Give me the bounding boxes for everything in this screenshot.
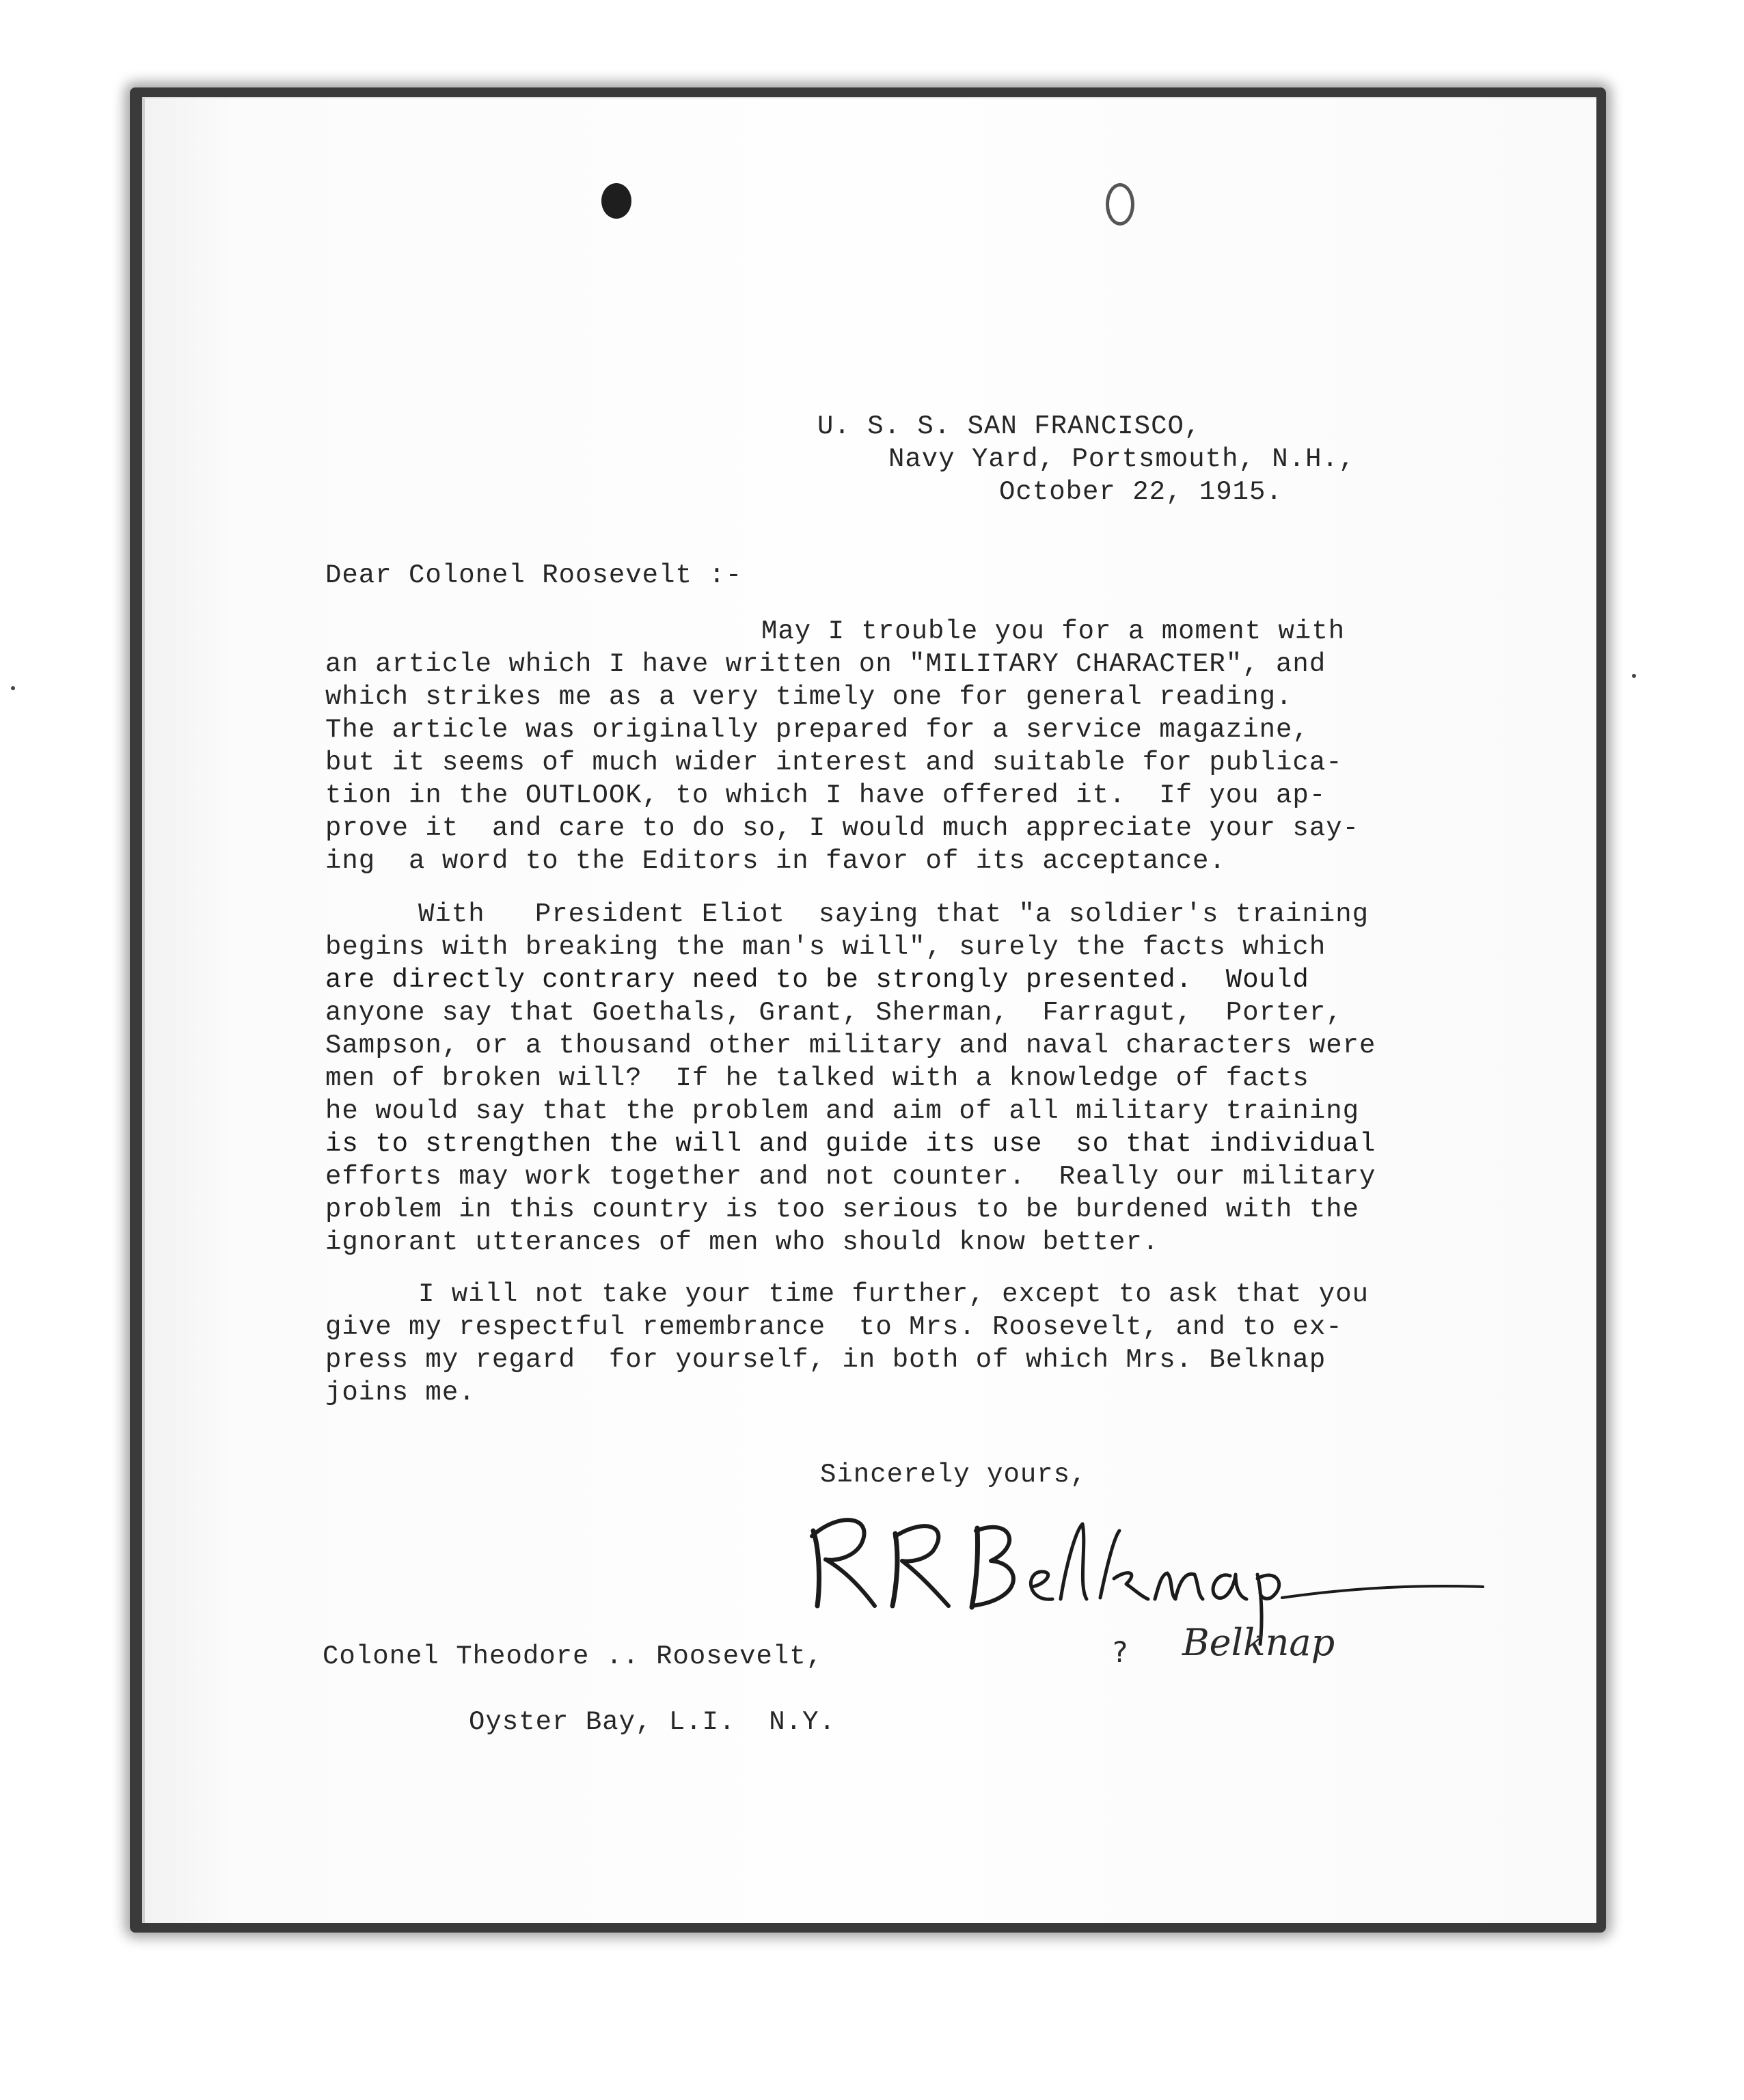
text-line: joins me. [325,1378,476,1408]
punch-hole-right [1106,183,1134,226]
letterhead-location: Navy Yard, Portsmouth, N.H., [888,444,1356,474]
addressee-name: Colonel Theodore .. Roosevelt, [323,1641,823,1672]
text-line: ignorant utterances of men who should know better. [325,1227,1160,1257]
text-line: The article was originally prepared for a service magazine, [325,715,1309,745]
punch-hole-left [601,183,631,219]
text-line: but it seems of much wider interest and suitable for publica- [325,748,1343,778]
text-line: With President Eliot saying that "a soldier's training [418,899,1370,929]
text-line: he would say that the problem and aim of all military training [325,1096,1360,1126]
text-line: is to strengthen the will and guide its use so that individual [325,1129,1376,1159]
text-line: I will not take your time further, except to ask that you [418,1279,1370,1309]
text-line: begins with breaking the man's will", surely the facts which [325,932,1326,962]
text-line: are directly contrary need to be strongly presented. Would [325,965,1309,995]
text-line: Sampson, or a thousand other military and naval characters were [325,1031,1376,1061]
addressee-address: Oyster Bay, L.I. N.Y. [469,1707,836,1737]
text-line: anyone say that Goethals, Grant, Sherman, Farragut, Porter, [325,998,1343,1028]
handwritten-signature [793,1503,1510,1674]
text-line: May I trouble you for a moment with [761,616,1346,646]
signature-query-mark: ? [1113,1635,1128,1669]
text-line: which strikes me as a very timely one for general reading. [325,682,1293,712]
scan-speck [1632,674,1636,678]
text-line: press my regard for yourself, in both of which Mrs. Belknap [325,1345,1326,1375]
text-line: men of broken will? If he talked with a knowledge of facts [325,1063,1309,1093]
letter-date: October 22, 1915. [999,477,1283,507]
salutation: Dear Colonel Roosevelt :- [325,560,743,590]
text-line: an article which I have written on "MILITARY CHARACTER", and [325,649,1326,679]
signature-annotation-name: Belknap [1182,1621,1335,1664]
text-line: tion in the OUTLOOK, to which I have offered it. If you ap- [325,780,1326,810]
text-line: ing a word to the Editors in favor of its acceptance. [325,846,1226,876]
letterhead-ship: U. S. S. SAN FRANCISCO, [817,411,1201,441]
text-line: efforts may work together and not counter. Really our military [325,1162,1376,1192]
scan-speck [11,686,15,690]
text-line: prove it and care to do so, I would much appreciate your say- [325,813,1360,843]
text-line: give my respectful remembrance to Mrs. Roosevelt, and to ex- [325,1312,1343,1342]
text-line: problem in this country is too serious to be burdened with the [325,1195,1360,1225]
closing: Sincerely yours, [820,1460,1087,1490]
